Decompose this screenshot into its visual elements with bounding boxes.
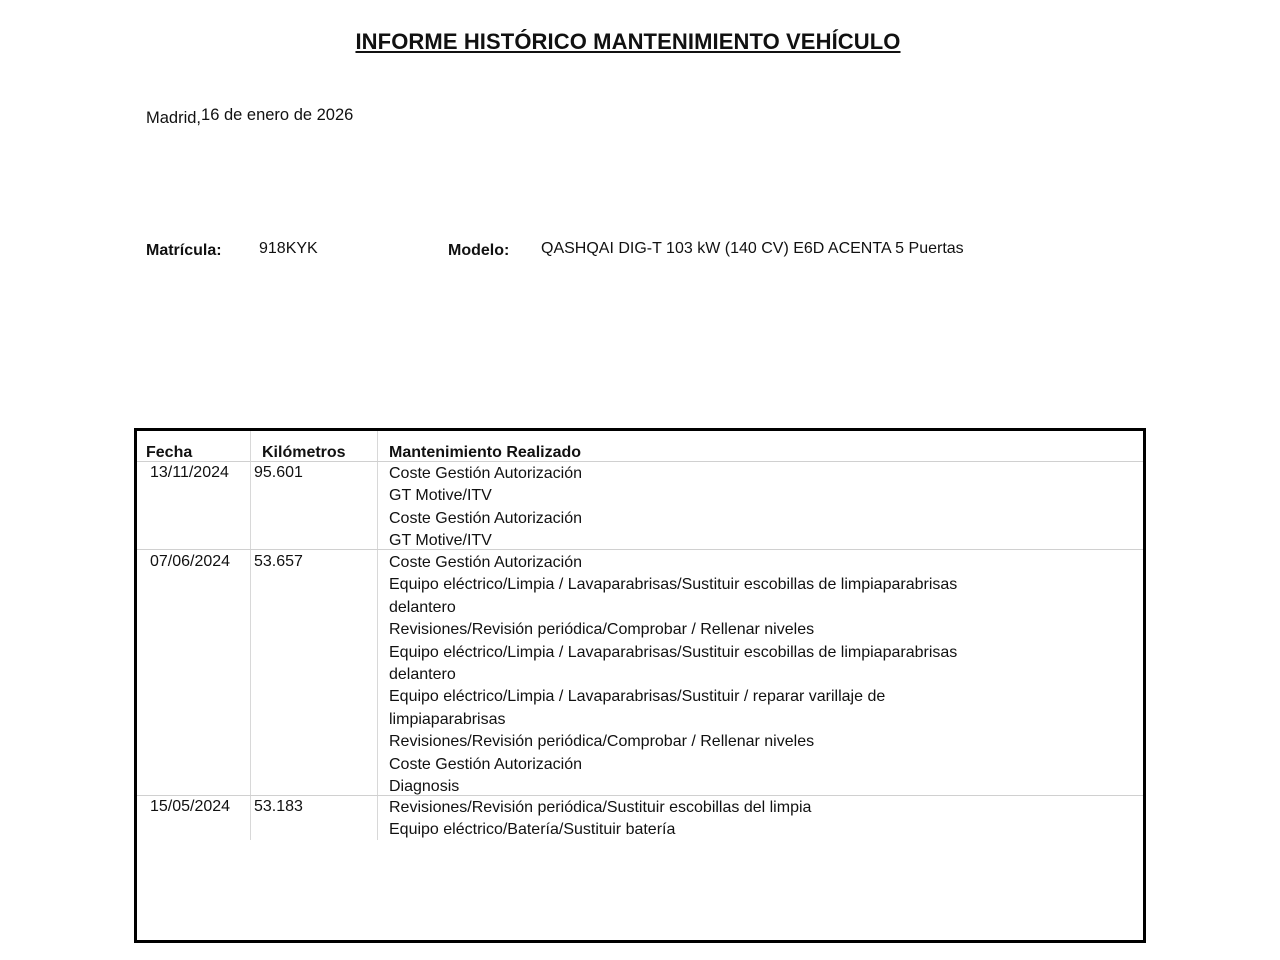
maintenance-item: Equipo eléctrico/Limpia / Lavaparabrisas/Sustituir escobillas de limpiaparabrisas [389, 576, 958, 594]
header-date: Fecha [146, 444, 193, 461]
maintenance-item: Coste Gestión Autorización [389, 554, 582, 571]
maintenance-item: Revisiones/Revisión periódica/Comprobar / Rellenar niveles [389, 621, 815, 639]
maintenance-item: limpiaparabrisas [389, 710, 506, 728]
row-km: 53.183 [254, 798, 303, 815]
maintenance-item: Equipo eléctrico/Limpia / Lavaparabrisas/Sustituir / reparar varillaje de [389, 688, 886, 706]
row-date: 15/05/2024 [150, 798, 231, 815]
row-km: 95.601 [254, 464, 303, 481]
place-date [146, 106, 353, 125]
maintenance-item: Revisiones/Revisión periódica/Sustituir escobillas del limpia [389, 799, 812, 816]
maintenance-item: Diagnosis [389, 778, 460, 796]
column-divider [250, 431, 251, 840]
row-km: 53.657 [254, 553, 303, 570]
plate-label: Matrícula: [146, 242, 222, 259]
column-divider [377, 431, 378, 840]
plate-value: 918KYK [259, 240, 318, 257]
report-title: INFORME HISTÓRICO MANTENIMIENTO VEHÍCULO [355, 29, 901, 54]
report-date: 16 de enero de 2026 [201, 106, 354, 124]
maintenance-item: Coste Gestión Autorización [389, 509, 582, 527]
maintenance-item: GT Motive/ITV [389, 487, 492, 505]
maintenance-item: delantero [389, 666, 456, 684]
row-date: 07/06/2024 [150, 553, 231, 570]
header-km: Kilómetros [262, 444, 346, 461]
maintenance-table [134, 428, 1146, 943]
maintenance-item: Equipo eléctrico/Limpia / Lavaparabrisas/Sustituir escobillas de limpiaparabrisas [389, 643, 958, 661]
maintenance-item: Coste Gestión Autorización [389, 755, 582, 773]
maintenance-item: Coste Gestión Autorización [389, 465, 582, 482]
model-label: Modelo: [448, 242, 510, 259]
maintenance-item: Equipo eléctrico/Batería/Sustituir batería [389, 821, 676, 839]
maintenance-item: GT Motive/ITV [389, 532, 492, 550]
row-maintenance-list [389, 552, 957, 798]
row-divider [137, 549, 1143, 550]
city: Madrid, [146, 109, 202, 127]
model-value: QASHQAI DIG-T 103 kW (140 CV) E6D ACENTA 5 Puertas [541, 240, 964, 257]
row-date: 13/11/2024 [150, 464, 229, 481]
header-maintenance: Mantenimiento Realizado [389, 444, 582, 461]
maintenance-item: Revisiones/Revisión periódica/Comprobar / Rellenar niveles [389, 733, 815, 751]
row-maintenance-list [389, 463, 582, 553]
row-maintenance-list [389, 797, 811, 842]
maintenance-item: delantero [389, 598, 456, 616]
